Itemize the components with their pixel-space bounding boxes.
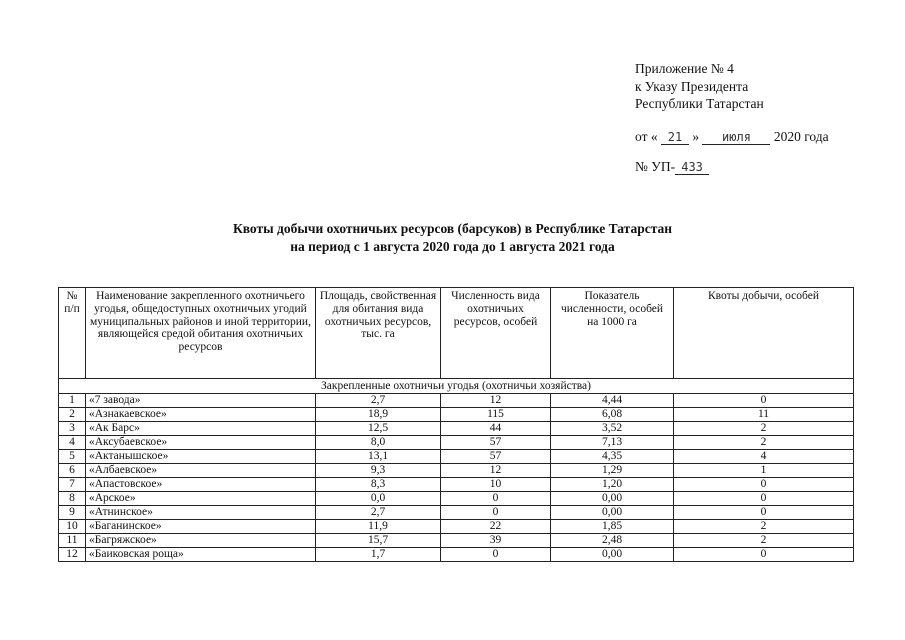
cell-quota: 0 <box>674 492 854 506</box>
annex-block <box>635 60 829 176</box>
cell-name: «Актанышское» <box>86 450 316 464</box>
cell-density: 1,85 <box>551 520 674 534</box>
cell-name: «Апастовское» <box>86 478 316 492</box>
cell-name: «Атнинское» <box>86 506 316 520</box>
cell-area: 15,7 <box>316 534 441 548</box>
table-row <box>59 506 854 520</box>
cell-density: 1,20 <box>551 478 674 492</box>
section-row <box>59 379 854 394</box>
cell-number: 8 <box>59 492 86 506</box>
number-prefix: № УП- <box>635 159 676 174</box>
cell-number: 2 <box>59 408 86 422</box>
header-area: Площадь, свойственная для обитания вида охотничьих ресурсов, тыс. га <box>316 288 441 379</box>
cell-area: 8,0 <box>316 436 441 450</box>
cell-population: 44 <box>441 422 551 436</box>
cell-population: 39 <box>441 534 551 548</box>
cell-population: 0 <box>441 548 551 562</box>
cell-area: 2,7 <box>316 506 441 520</box>
quota-table <box>58 287 854 562</box>
cell-area: 11,9 <box>316 520 441 534</box>
cell-density: 1,29 <box>551 464 674 478</box>
title-line-1: Квоты добычи охотничьих ресурсов (барсуков) в Республике Татарстан <box>232 221 673 236</box>
header-population: Численность вида охотничьих ресурсов, особей <box>441 288 551 379</box>
cell-density: 4,35 <box>551 450 674 464</box>
cell-quota: 0 <box>674 394 854 408</box>
cell-population: 12 <box>441 464 551 478</box>
cell-name: «Аксубаевское» <box>86 436 316 450</box>
cell-number: 11 <box>59 534 86 548</box>
cell-quota: 11 <box>674 408 854 422</box>
table-row <box>59 478 854 492</box>
cell-quota: 2 <box>674 520 854 534</box>
table-row <box>59 464 854 478</box>
cell-number: 6 <box>59 464 86 478</box>
cell-area: 2,7 <box>316 394 441 408</box>
cell-number: 4 <box>59 436 86 450</box>
table-row <box>59 422 854 436</box>
cell-quota: 2 <box>674 422 854 436</box>
cell-density: 0,00 <box>551 506 674 520</box>
title-line-2: на период с 1 августа 2020 года до 1 августа 2021 года <box>290 239 615 254</box>
table-row <box>59 450 854 464</box>
cell-name: «Баганинское» <box>86 520 316 534</box>
cell-number: 10 <box>59 520 86 534</box>
cell-population: 10 <box>441 478 551 492</box>
cell-quota: 0 <box>674 478 854 492</box>
table-row <box>59 408 854 422</box>
annex-line-1: Приложение № 4 <box>635 61 734 76</box>
cell-population: 115 <box>441 408 551 422</box>
cell-number: 9 <box>59 506 86 520</box>
table-row <box>59 436 854 450</box>
date-day: 21 <box>661 130 689 145</box>
header-density: Показатель численности, особей на 1000 га <box>551 288 674 379</box>
header-quota: Квоты добычи, особей <box>674 288 854 379</box>
cell-area: 9,3 <box>316 464 441 478</box>
cell-quota: 4 <box>674 450 854 464</box>
annex-line-2: к Указу Президента <box>635 78 749 94</box>
cell-quota: 2 <box>674 436 854 450</box>
cell-number: 3 <box>59 422 86 436</box>
annex-date <box>635 128 829 146</box>
cell-density: 0,00 <box>551 492 674 506</box>
cell-density: 7,13 <box>551 436 674 450</box>
cell-name: «Албаевское» <box>86 464 316 478</box>
cell-number: 7 <box>59 478 86 492</box>
cell-population: 57 <box>441 450 551 464</box>
cell-population: 0 <box>441 506 551 520</box>
cell-quota: 2 <box>674 534 854 548</box>
cell-quota: 0 <box>674 548 854 562</box>
date-sep: » <box>692 128 700 144</box>
cell-name: «7 завода» <box>86 394 316 408</box>
cell-population: 12 <box>441 394 551 408</box>
table-row <box>59 492 854 506</box>
cell-area: 0,0 <box>316 492 441 506</box>
date-prefix: от « <box>635 128 658 144</box>
cell-number: 12 <box>59 548 86 562</box>
cell-area: 18,9 <box>316 408 441 422</box>
cell-density: 6,08 <box>551 408 674 422</box>
cell-area: 8,3 <box>316 478 441 492</box>
cell-population: 0 <box>441 492 551 506</box>
cell-density: 3,52 <box>551 422 674 436</box>
table-row <box>59 534 854 548</box>
cell-quota: 0 <box>674 506 854 520</box>
cell-name: «Арское» <box>86 492 316 506</box>
cell-area: 12,5 <box>316 422 441 436</box>
cell-name: «Азнакаевское» <box>86 408 316 422</box>
cell-density: 0,00 <box>551 548 674 562</box>
cell-number: 1 <box>59 394 86 408</box>
cell-name: «Баиковская роща» <box>86 548 316 562</box>
annex-line-3: Республики Татарстан <box>635 96 764 111</box>
cell-population: 57 <box>441 436 551 450</box>
table-row <box>59 520 854 534</box>
section-label: Закрепленные охотничьи угодья (охотничьи хозяйства) <box>59 379 854 394</box>
table-row <box>59 394 854 408</box>
date-month: июля <box>702 130 770 145</box>
cell-population: 22 <box>441 520 551 534</box>
cell-density: 2,48 <box>551 534 674 548</box>
cell-quota: 1 <box>674 464 854 478</box>
cell-name: «Ак Барс» <box>86 422 316 436</box>
date-suffix: 2020 года <box>773 128 829 144</box>
cell-number: 5 <box>59 450 86 464</box>
cell-name: «Багряжское» <box>86 534 316 548</box>
cell-density: 4,44 <box>551 394 674 408</box>
number-value: 433 <box>675 160 709 175</box>
table-row <box>59 548 854 562</box>
header-name: Наименование закрепленного охотничьего угодья, общедоступных охотничьих угодий муниципальных районов и иной территории, являющейся средой обитания охотничьих ресурсов <box>86 288 316 379</box>
annex-number <box>635 158 829 176</box>
header-number: № п/п <box>59 288 86 379</box>
document-title <box>0 220 905 256</box>
cell-area: 13,1 <box>316 450 441 464</box>
table-header-row <box>59 288 854 379</box>
cell-area: 1,7 <box>316 548 441 562</box>
